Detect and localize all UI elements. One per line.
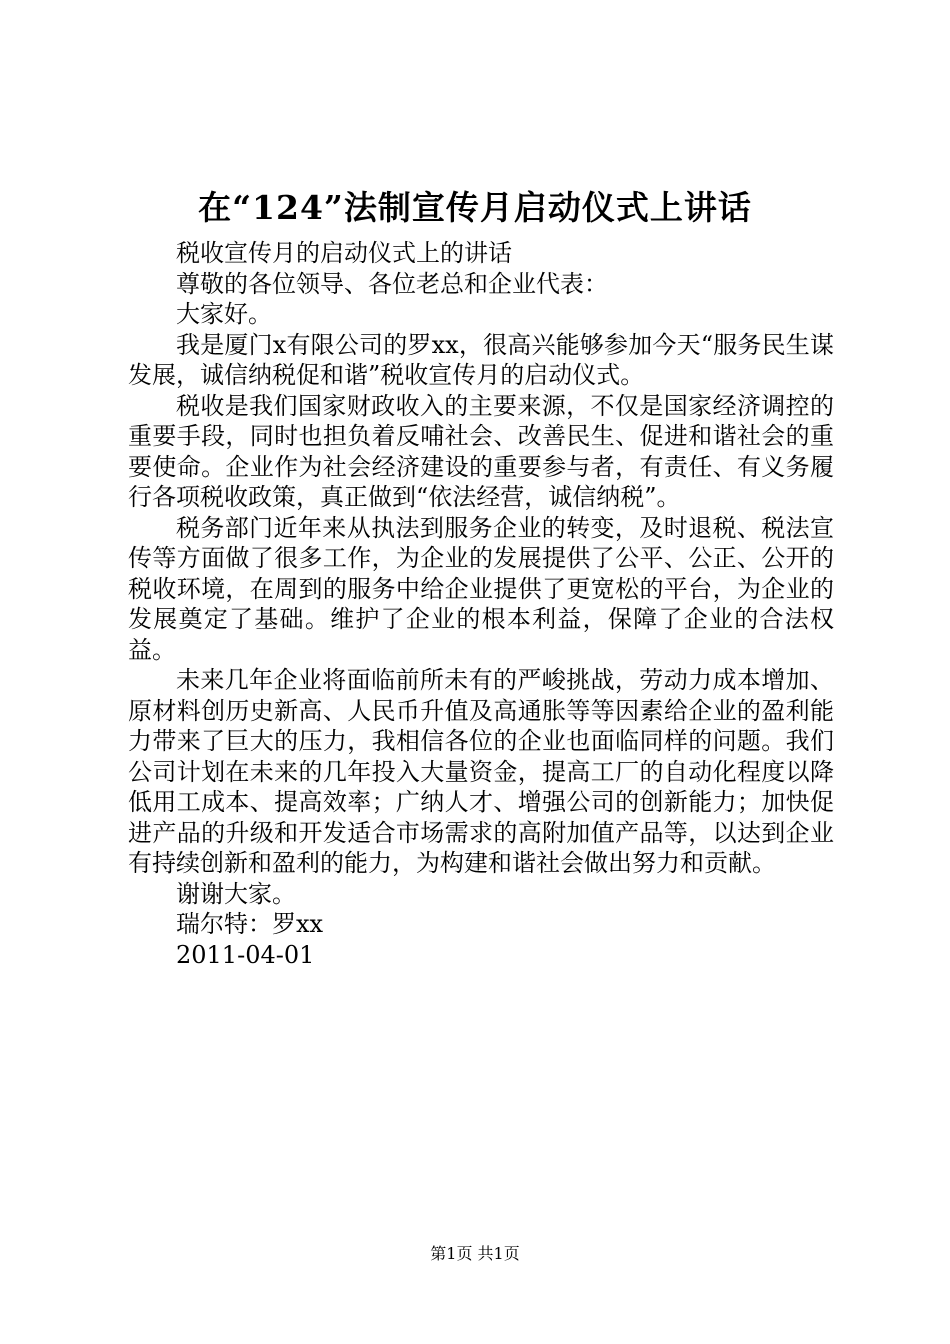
- paragraph-tax-department: 税务部门近年来从执法到服务企业的转变，及时退税、税法宣传等方面做了很多工作，为企业的发展提供了公平、公正、公开的税收环境，在周到的服务中给企业提供了更宽松的平台，为企业的发展奠定了基础。维护了企业的根本利益，保障了企业的合法权益。: [128, 513, 834, 664]
- paragraph-tax-importance: 税收是我们国家财政收入的主要来源，不仅是国家经济调控的重要手段，同时也担负着反哺社会、改善民生、促进和谐社会的重要使命。企业作为社会经济建设的重要参与者，有责任、有义务履行各项税收政策，真正做到“依法经营，诚信纳税”。: [128, 391, 834, 511]
- date-line: 2011-04-01: [176, 940, 315, 969]
- signature-line: 瑞尔特：罗xx: [176, 910, 324, 938]
- document-title: 在“124”法制宣传月启动仪式上讲话: [198, 188, 752, 227]
- paragraph-introduction: 我是厦门x有限公司的罗xx，很高兴能够参加今天“服务民生谋发展，诚信纳税促和谐”税收宣传月的启动仪式。: [128, 330, 834, 389]
- page-number-footer: 第1页 共1页: [430, 1244, 520, 1263]
- greeting-line: 大家好。: [176, 300, 272, 328]
- paragraph-future-plans: 未来几年企业将面临前所未有的严峻挑战，劳动力成本增加、原材料创历史新高、人民币升值及高通胀等等因素给企业的盈利能力带来了巨大的压力，我相信各位的企业也面临同样的问题。我们公司计划在未来的几年投入大量资金，提高工厂的自动化程度以降低用工成本、提高效率；广纳人才、增强公司的创新能力；加快促进产品的升级和开发适合市场需求的高附加值产品等，以达到企业有持续创新和盈利的能力，为构建和谐社会做出努力和贡献。: [128, 666, 834, 877]
- closing-thanks: 谢谢大家。: [176, 879, 296, 908]
- document-body: [128, 238, 834, 970]
- subtitle-line: 税收宣传月的启动仪式上的讲话: [176, 239, 512, 267]
- salutation-line: 尊敬的各位领导、各位老总和企业代表：: [176, 269, 608, 298]
